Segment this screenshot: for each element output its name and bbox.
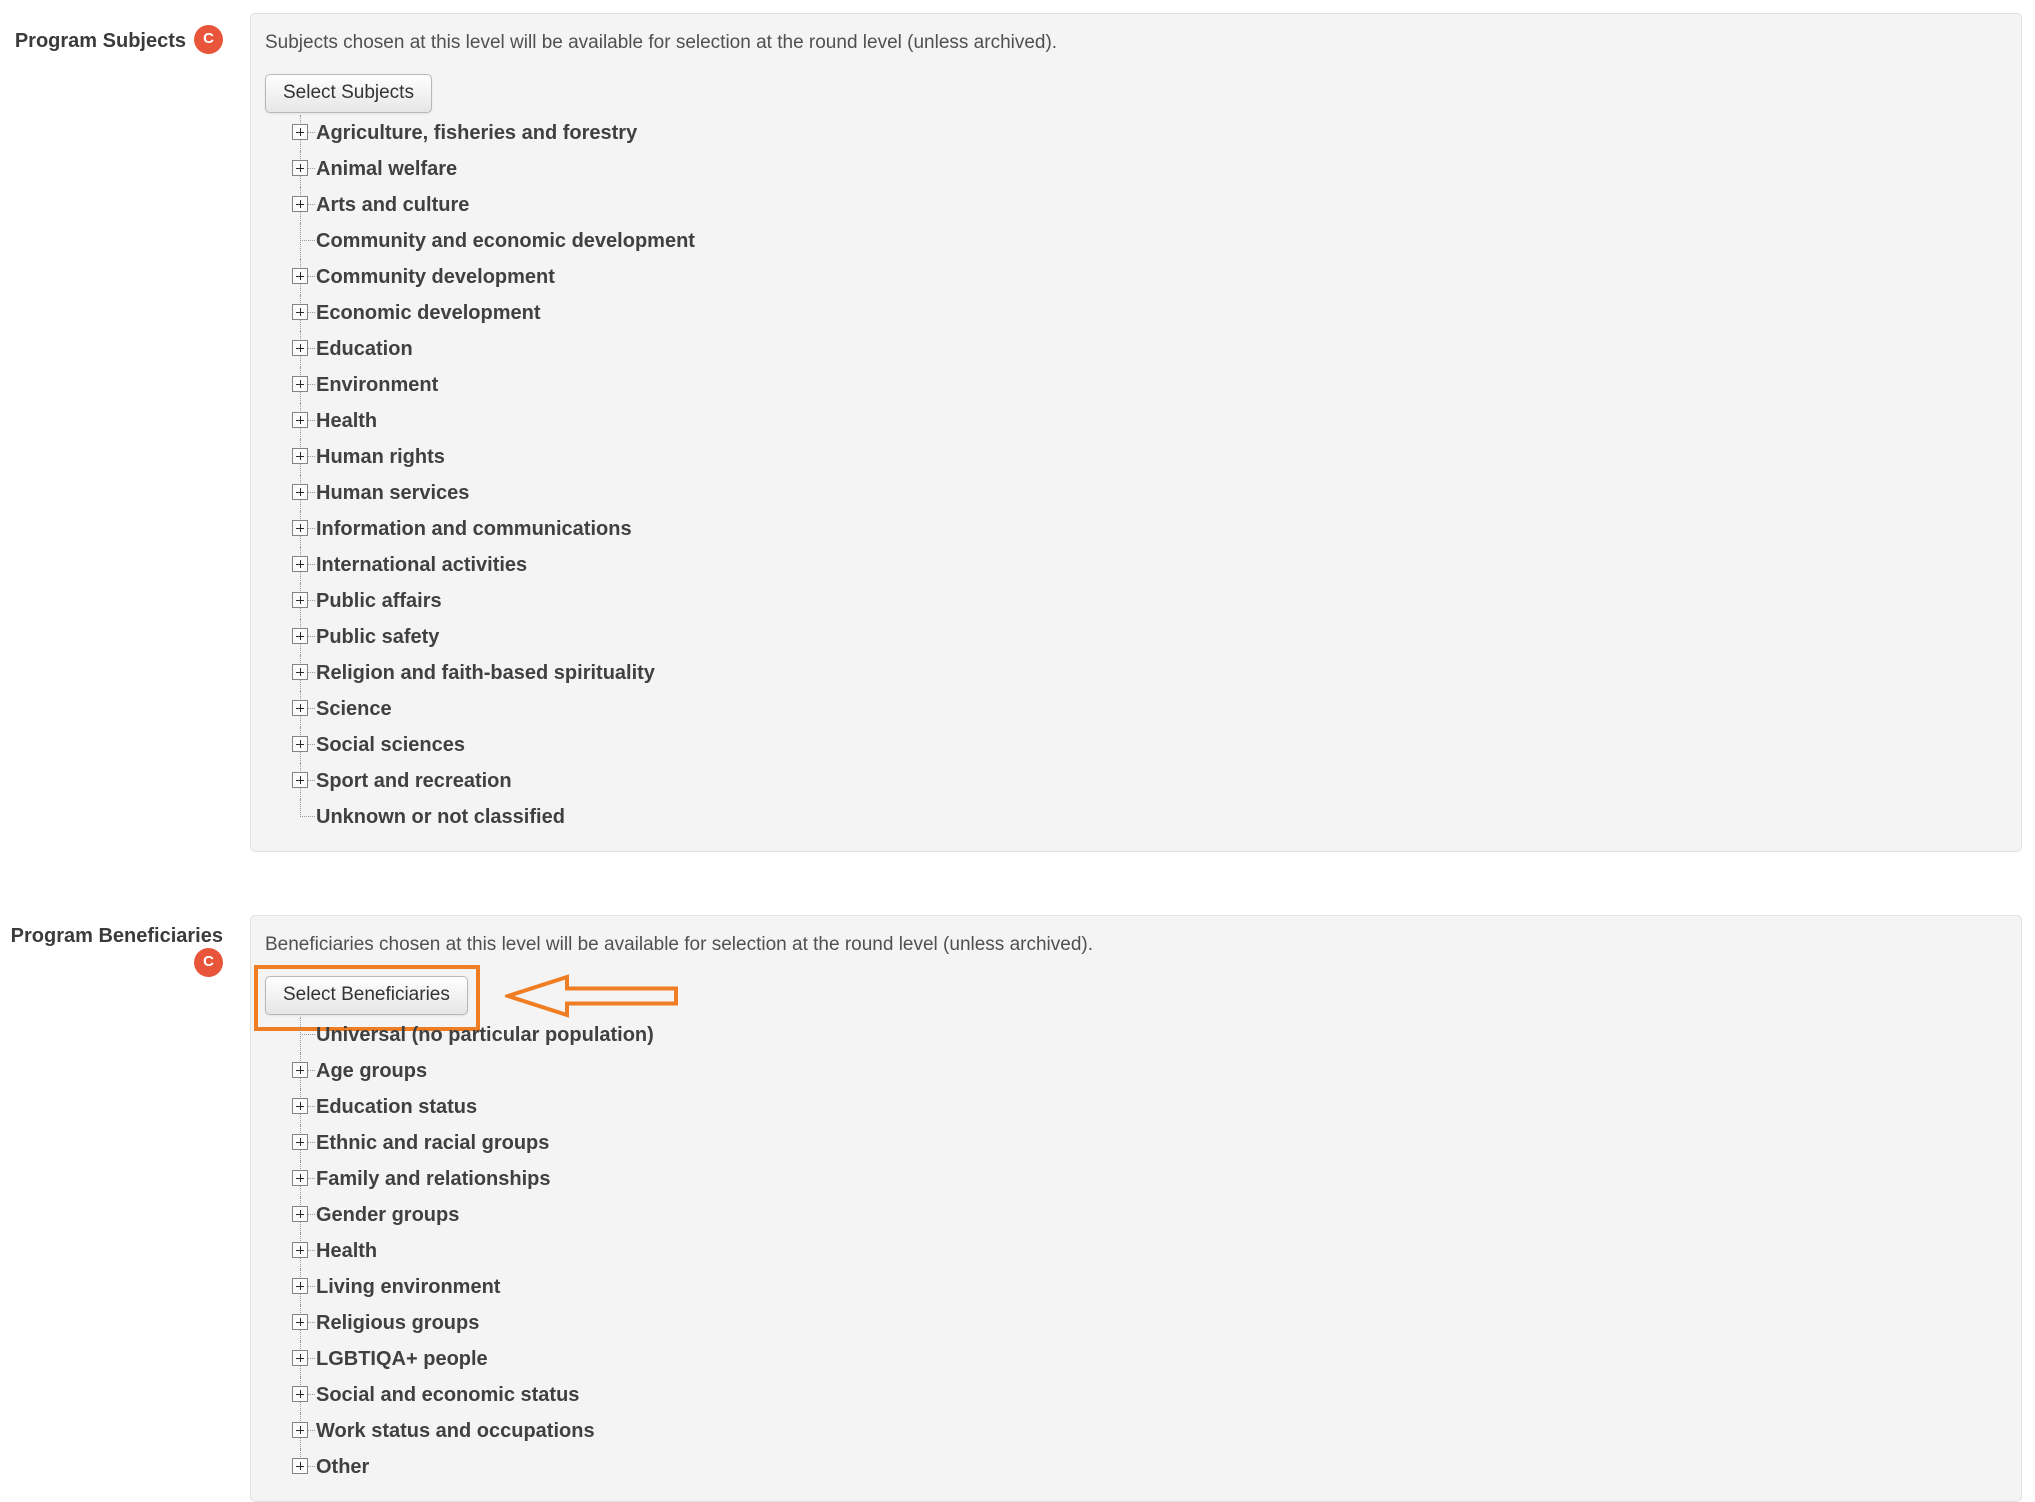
expand-plus-icon[interactable] <box>292 736 308 752</box>
expand-plus-icon[interactable] <box>292 412 308 428</box>
expand-plus-icon[interactable] <box>292 340 308 356</box>
tree-item-label[interactable]: Arts and culture <box>316 193 470 216</box>
expand-plus-icon[interactable] <box>292 772 308 788</box>
tree-item-label[interactable]: Age groups <box>316 1059 428 1082</box>
tree-item <box>292 1341 2001 1377</box>
expand-plus-icon[interactable] <box>292 1170 308 1186</box>
expand-plus-icon[interactable] <box>292 1278 308 1294</box>
tree-item-label[interactable]: Environment <box>316 373 439 396</box>
tree-item-label[interactable]: Science <box>316 697 392 720</box>
tree-item <box>292 1161 2001 1197</box>
expand-plus-icon[interactable] <box>292 1314 308 1330</box>
tree-item-label[interactable]: Sport and recreation <box>316 769 512 792</box>
expand-plus-icon[interactable] <box>292 160 308 176</box>
tree-item-label[interactable]: Universal (no particular population) <box>316 1023 654 1046</box>
expand-plus-icon[interactable] <box>292 520 308 536</box>
expand-plus-icon[interactable] <box>292 196 308 212</box>
expand-plus-icon[interactable] <box>292 1134 308 1150</box>
program-beneficiaries-panel <box>250 915 2022 1502</box>
expand-plus-icon[interactable] <box>292 628 308 644</box>
tree-item <box>292 763 2001 799</box>
tree-item-label[interactable]: Religious groups <box>316 1311 480 1334</box>
tree-item-label[interactable]: Human rights <box>316 445 445 468</box>
expand-plus-icon[interactable] <box>292 1386 308 1402</box>
select-beneficiaries-button[interactable]: Select Beneficiaries <box>265 976 468 1015</box>
classification-c-badge: C <box>194 948 223 977</box>
select-subjects-button[interactable]: Select Subjects <box>265 74 432 113</box>
tree-item-label[interactable]: Human services <box>316 481 470 504</box>
expand-plus-icon[interactable] <box>292 448 308 464</box>
tree-item-label[interactable]: Animal welfare <box>316 157 458 180</box>
select-subjects-button-wrap <box>265 74 432 113</box>
expand-plus-icon[interactable] <box>292 1422 308 1438</box>
program-beneficiaries-label-text: Program Beneficiaries <box>10 925 223 947</box>
tree-item <box>292 1449 2001 1485</box>
tree-item <box>292 1413 2001 1449</box>
tree-item-label[interactable]: Public affairs <box>316 589 442 612</box>
tree-item <box>292 1197 2001 1233</box>
tree-item-label[interactable]: Health <box>316 409 378 432</box>
tree-item <box>292 151 2001 187</box>
tree-item-label[interactable]: Information and communications <box>316 517 632 540</box>
tree-item-label[interactable]: Education status <box>316 1095 478 1118</box>
tree-item <box>292 511 2001 547</box>
tree-item-label[interactable]: Education <box>316 337 413 360</box>
tree-item <box>292 583 2001 619</box>
tree-item <box>292 403 2001 439</box>
expand-plus-icon[interactable] <box>292 592 308 608</box>
expand-plus-icon[interactable] <box>292 1062 308 1078</box>
tree-item <box>292 1305 2001 1341</box>
annotation-left-arrow-icon <box>505 974 681 1018</box>
tree-item <box>292 655 2001 691</box>
program-subjects-panel <box>250 13 2022 852</box>
expand-plus-icon[interactable] <box>292 484 308 500</box>
tree-item <box>292 367 2001 403</box>
tree-item-label[interactable]: Agriculture, fisheries and forestry <box>316 121 638 144</box>
tree-item-label[interactable]: Health <box>316 1239 378 1262</box>
tree-item <box>292 439 2001 475</box>
tree-item-label[interactable]: Unknown or not classified <box>316 805 565 828</box>
tree-item <box>292 727 2001 763</box>
expand-plus-icon[interactable] <box>292 1242 308 1258</box>
tree-item <box>292 1125 2001 1161</box>
expand-plus-icon[interactable] <box>292 1350 308 1366</box>
tree-item <box>292 1017 2001 1053</box>
subjects-help-text: Subjects chosen at this level will be available for selection at the round level (unless archived). <box>265 32 1058 53</box>
program-subjects-label-text: Program Subjects <box>14 29 186 52</box>
tree-item <box>292 475 2001 511</box>
tree-item <box>292 187 2001 223</box>
tree-item-label[interactable]: Community development <box>316 265 555 288</box>
program-beneficiaries-row <box>0 915 2035 1502</box>
tree-item-label[interactable]: Living environment <box>316 1275 501 1298</box>
expand-plus-icon[interactable] <box>292 376 308 392</box>
tree-item <box>292 691 2001 727</box>
beneficiaries-help-text: Beneficiaries chosen at this level will be available for selection at the round level (unless archived). <box>265 934 1093 955</box>
program-subjects-label <box>0 13 250 56</box>
tree-item-label[interactable]: Gender groups <box>316 1203 460 1226</box>
tree-item <box>292 547 2001 583</box>
beneficiaries-tree <box>292 1017 2001 1485</box>
subjects-tree <box>292 115 2001 835</box>
tree-item <box>292 1089 2001 1125</box>
tree-item <box>292 295 2001 331</box>
expand-plus-icon[interactable] <box>292 124 308 140</box>
tree-item-label[interactable]: Social and economic status <box>316 1383 580 1406</box>
tree-item-label[interactable]: Other <box>316 1455 370 1478</box>
tree-item-label[interactable]: Community and economic development <box>316 229 695 252</box>
expand-plus-icon[interactable] <box>292 304 308 320</box>
tree-item <box>292 259 2001 295</box>
expand-plus-icon[interactable] <box>292 1098 308 1114</box>
tree-item <box>292 115 2001 151</box>
expand-plus-icon[interactable] <box>292 700 308 716</box>
tree-item <box>292 1269 2001 1305</box>
classification-c-badge: C <box>194 25 223 54</box>
tree-item-label[interactable]: Social sciences <box>316 733 465 756</box>
tree-item-label[interactable]: Work status and occupations <box>316 1419 595 1442</box>
tree-item-label[interactable]: Religion and faith-based spirituality <box>316 661 655 684</box>
expand-plus-icon[interactable] <box>292 556 308 572</box>
expand-plus-icon[interactable] <box>292 1206 308 1222</box>
expand-plus-icon[interactable] <box>292 1458 308 1474</box>
tree-item-label[interactable]: Ethnic and racial groups <box>316 1131 550 1154</box>
tree-item <box>292 223 2001 259</box>
tree-item <box>292 1233 2001 1269</box>
select-beneficiaries-button-wrap <box>265 976 468 1015</box>
tree-item-label[interactable]: Public safety <box>316 625 440 648</box>
tree-item <box>292 331 2001 367</box>
tree-item-label[interactable]: LGBTIQA+ people <box>316 1347 488 1370</box>
tree-item-label[interactable]: Economic development <box>316 301 541 324</box>
expand-plus-icon[interactable] <box>292 664 308 680</box>
program-subjects-row <box>0 13 2035 852</box>
tree-item-label[interactable]: Family and relationships <box>316 1167 551 1190</box>
tree-item <box>292 619 2001 655</box>
tree-item <box>292 1053 2001 1089</box>
tree-item <box>292 799 2001 835</box>
program-beneficiaries-label <box>0 915 250 979</box>
expand-plus-icon[interactable] <box>292 268 308 284</box>
tree-item <box>292 1377 2001 1413</box>
tree-item-label[interactable]: International activities <box>316 553 528 576</box>
